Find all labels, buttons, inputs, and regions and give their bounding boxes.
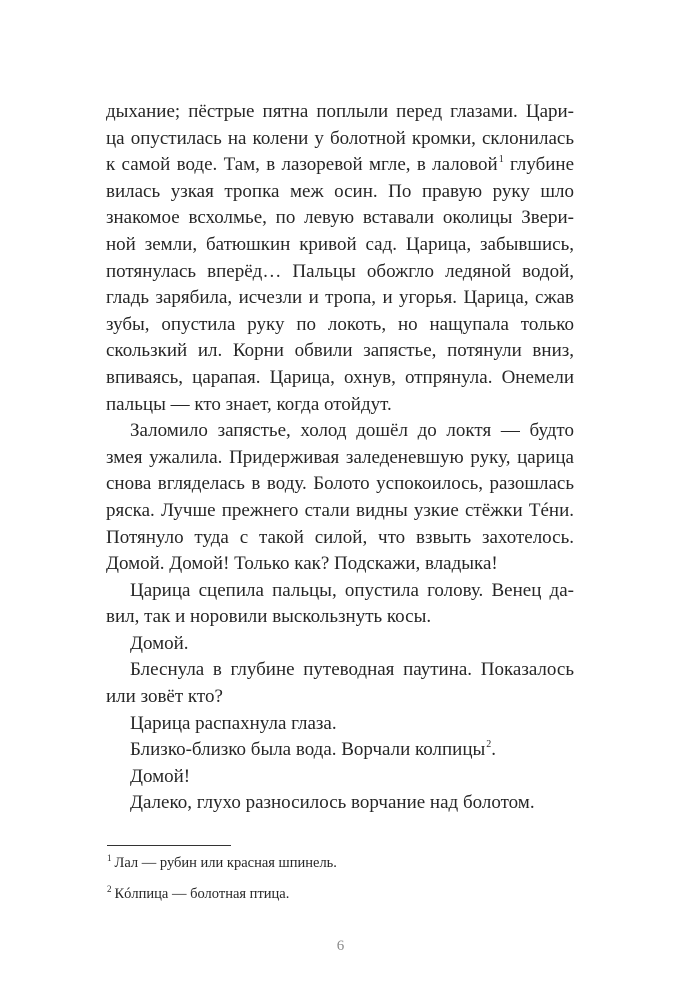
text-line: пальцы — кто знает, когда отойдут.: [106, 393, 392, 415]
text-line: Царица сцепила пальцы, опустила голову. Венец да-: [130, 579, 574, 601]
text-line: Потянуло туда с такой силой, что взвыть захотелось.: [106, 526, 574, 548]
text-line: вил, так и норовили выскользнуть косы.: [106, 606, 432, 628]
text-line: потянулась вперёд… Пальцы обожгло ледяной водой,: [106, 260, 574, 282]
text-line: ца опустилась на колени у болотной кромки, склонилась: [106, 127, 574, 149]
text-fragment: к самой воде. Там, в лазоревой мгле, в лаловой: [106, 154, 498, 176]
text-line: Заломило запястье, холод дошёл до локтя — будто: [130, 420, 574, 442]
text-line: вилась узкая тропка меж осин. По правую руку шло: [106, 180, 574, 202]
text-line: Домой. Домой! Только как? Подскажи, владыка!: [106, 553, 498, 575]
text-line: или зовёт кто?: [106, 686, 223, 708]
page-number: 6: [336, 938, 345, 954]
footnote-marker: 2: [107, 884, 112, 894]
text-line: [106, 152, 574, 179]
text-fragment: .: [491, 739, 497, 761]
text-line: Домой!: [130, 765, 191, 787]
footnotes: [107, 853, 575, 915]
text-line: ной земли, батюшкин кривой сад. Царица, забывшись,: [106, 233, 574, 255]
footnote-text: Лал — рубин или красная шпинель.: [114, 855, 337, 871]
text-fragment: Близко-близко была вода. Ворчали колпицы: [130, 739, 486, 761]
text-line: Домой.: [130, 632, 189, 654]
text-line: гладь зарябила, исчезли и тропа, и угорья. Царица, сжав: [106, 287, 574, 309]
text-line: зубы, опустила руку по локоть, но нащупала только: [106, 313, 574, 335]
footnote-divider: [107, 845, 231, 846]
text-line: ряска. Лучше прежнего стали видны узкие стёжки Тéни.: [106, 499, 574, 521]
footnote-text: Кóлпица — болотная птица.: [114, 886, 290, 902]
text-line: [106, 737, 574, 764]
text-line: скользкий ил. Корни обвили запястье, потянули вниз,: [106, 340, 574, 362]
text-line: дыхание; пёстрые пятна поплыли перед глазами. Цари-: [106, 101, 574, 122]
footnote-1: [107, 853, 575, 884]
footnote-marker: 1: [107, 853, 112, 863]
body-text: [106, 99, 574, 817]
text-fragment: глубине: [503, 154, 574, 176]
text-line: Далеко, глухо разносилось ворчание над болотом.: [130, 792, 535, 814]
text-line: знакомое всхолмье, по левую вставали околицы Звери-: [106, 207, 574, 229]
text-line: Блеснула в глубине путеводная паутина. Показалось: [130, 659, 574, 681]
text-line: змея ужалила. Придерживая заледеневшую руку, царица: [106, 446, 574, 468]
footnote-ref-2[interactable]: 2: [486, 739, 492, 751]
text-line: Царица распахнула глаза.: [130, 712, 337, 734]
footnote-ref-1[interactable]: 1: [498, 154, 504, 166]
text-line: снова вгляделась в воду. Болото успокоилось, разошлась: [106, 473, 574, 495]
footnote-2: [107, 884, 575, 915]
text-line: впиваясь, царапая. Царица, охнув, отпрянула. Онемели: [106, 366, 574, 388]
